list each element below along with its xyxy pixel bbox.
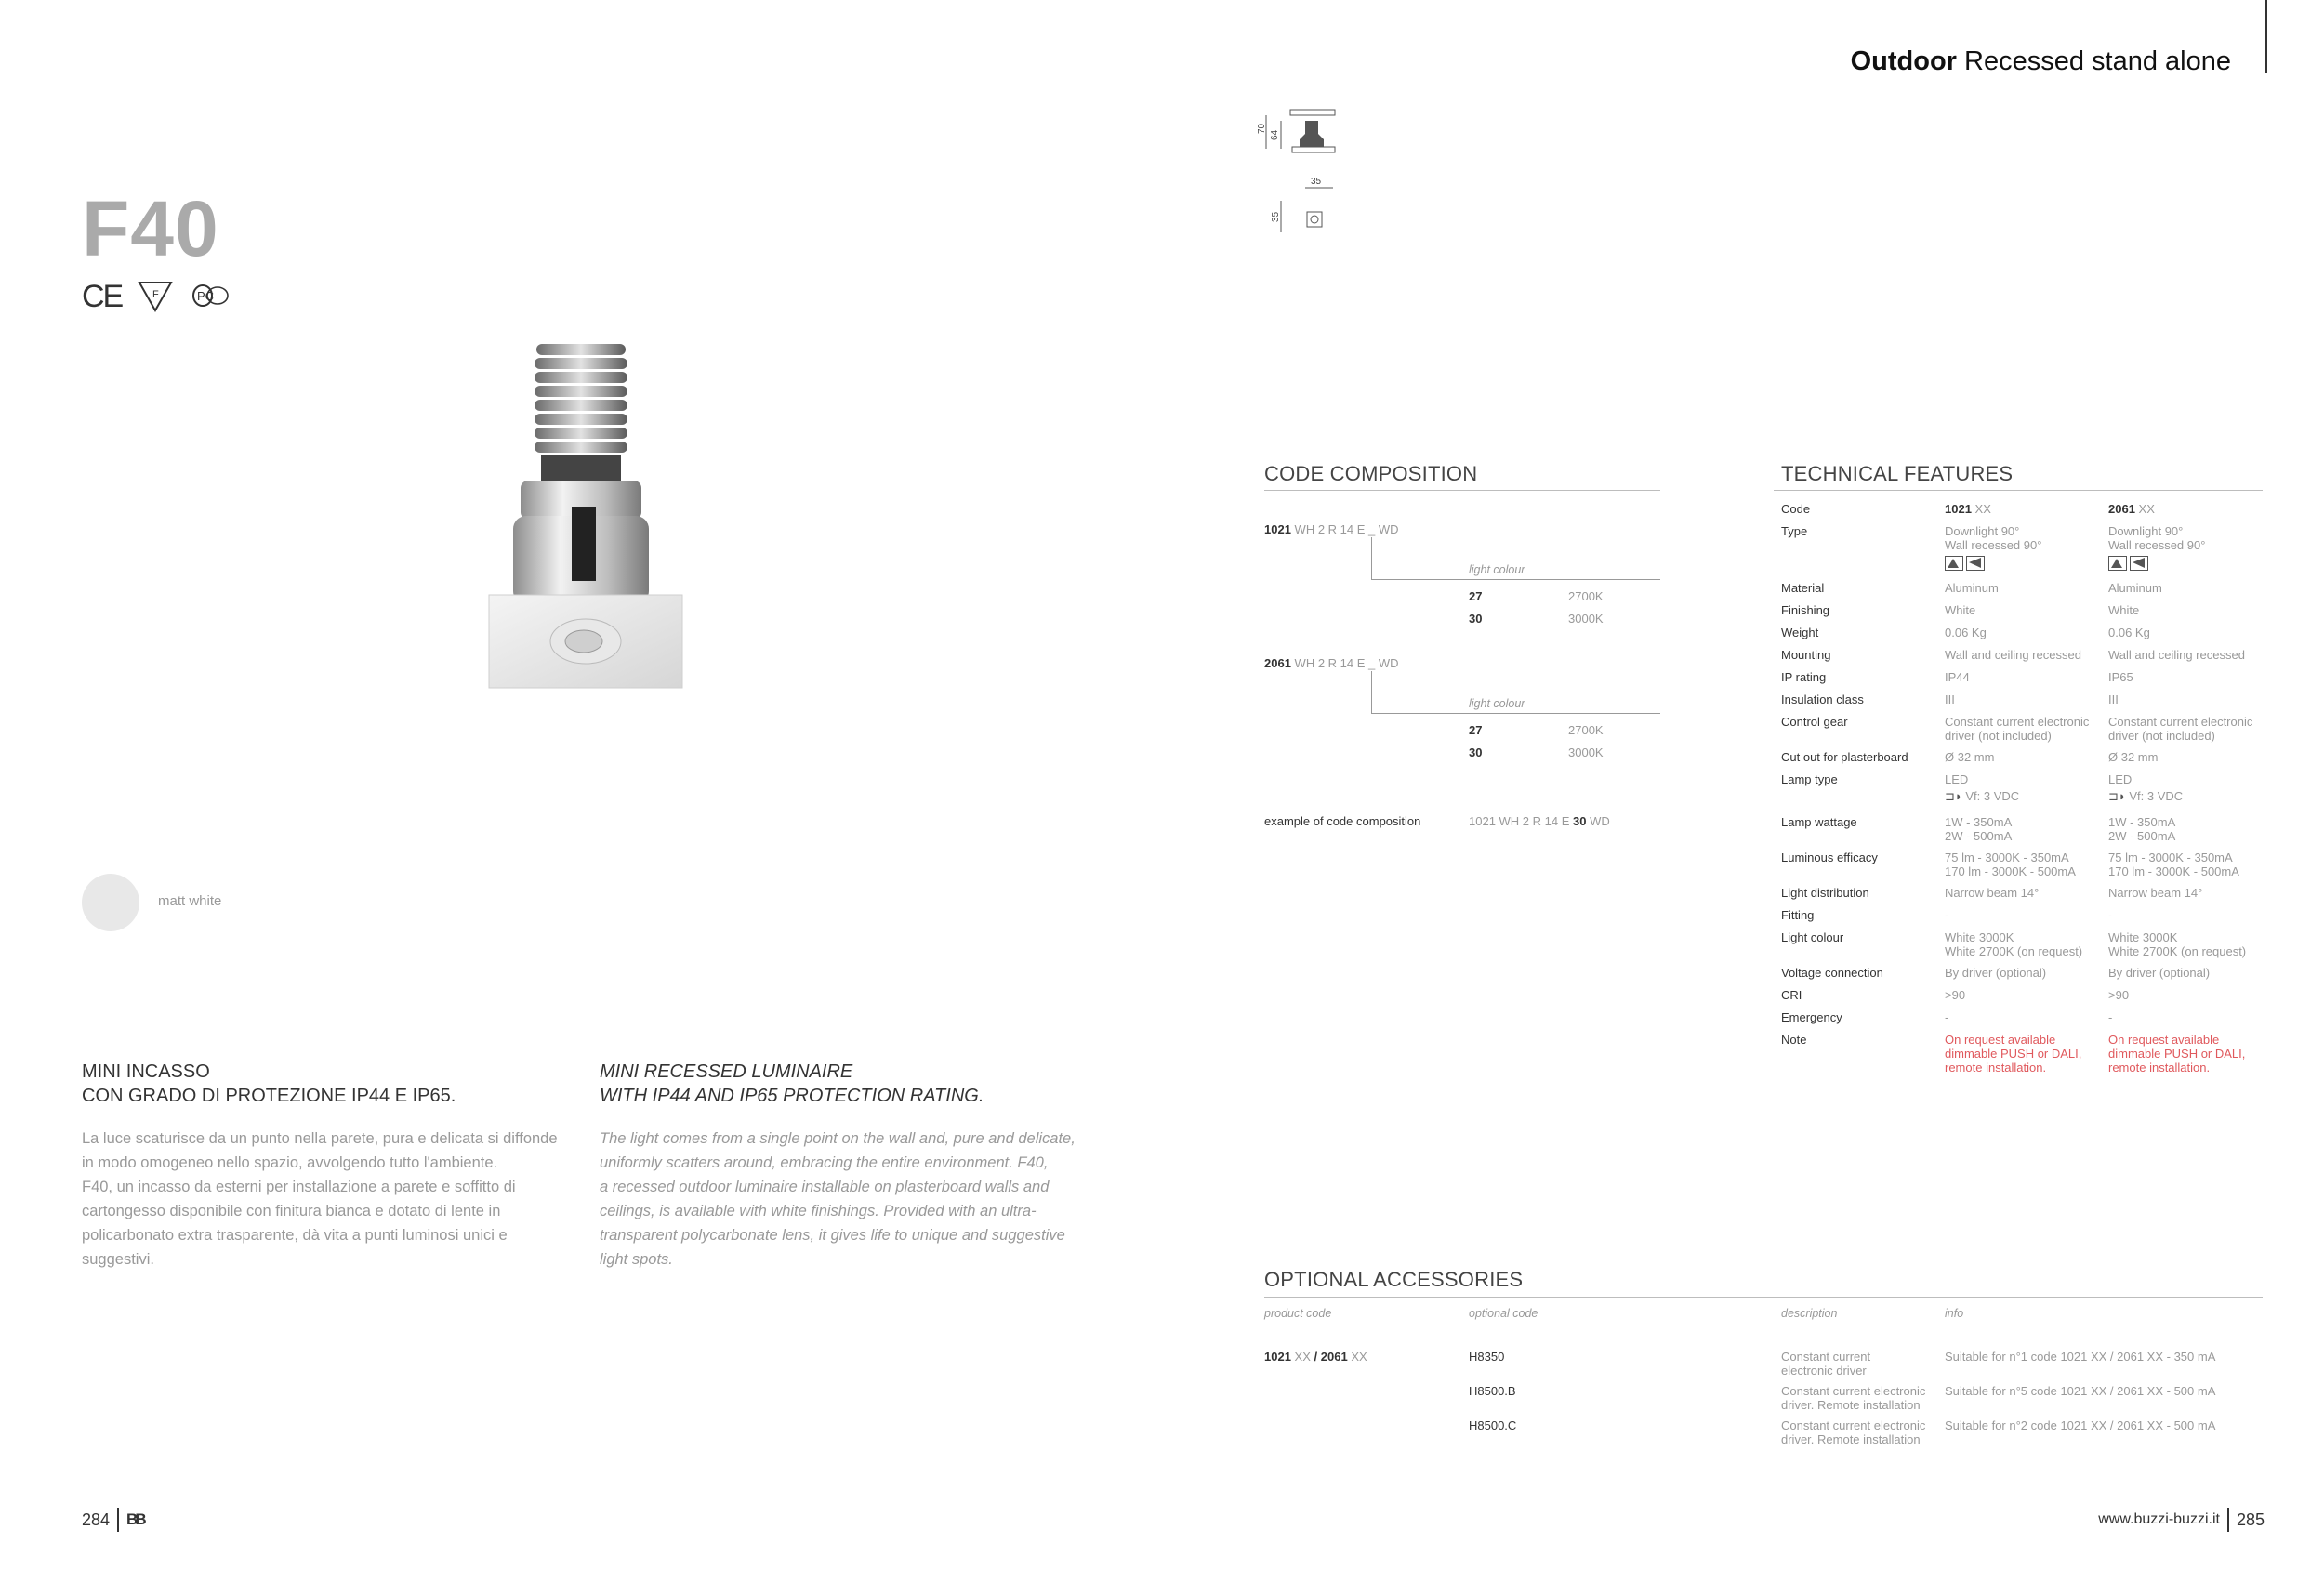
ce-mark-icon: CE	[82, 279, 123, 314]
tech-row-value-col1	[1945, 930, 2082, 958]
drawing-plate-side	[1292, 147, 1335, 152]
acc-desc-line: driver. Remote installation	[1781, 1398, 1921, 1412]
page-number-left: 284	[82, 1509, 111, 1529]
acc-row-code: H8500.B	[1469, 1384, 1516, 1398]
tech-value-vf: Vf: 3 VDC	[2129, 789, 2184, 803]
tech-row-value-col2: -	[2108, 1010, 2113, 1024]
tech-row-value-col2	[2108, 715, 2252, 743]
tech-value-line: LED	[1945, 772, 1969, 786]
tech-row-label: IP rating	[1781, 670, 1827, 684]
tech-row-value-col1: 0.06 Kg	[1945, 626, 1987, 639]
option-value: 3000K	[1568, 745, 1604, 759]
description-it	[82, 1060, 584, 1272]
brand-logo: BB	[126, 1510, 144, 1528]
acc-row-desc	[1781, 1418, 1925, 1446]
tech-value-line: remote installation.	[1945, 1061, 2047, 1074]
tech-row-value-col2: 0.06 Kg	[2108, 626, 2150, 639]
luminaire-neck	[541, 455, 621, 483]
option-value: 2700K	[1568, 589, 1604, 603]
acc-row-info: Suitable for n°2 code 1021 XX / 2061 XX - 500 mA	[1945, 1418, 2216, 1432]
tech-row-value-col2: By driver (optional)	[2108, 966, 2211, 980]
acc-row-desc	[1781, 1350, 1870, 1378]
tech-value-line: Wall recessed 90°	[1945, 538, 2042, 552]
tech-row-label: Mounting	[1781, 648, 1831, 662]
downlight-icon	[2108, 556, 2127, 571]
certifications	[82, 279, 240, 316]
technical-features-rule	[1774, 490, 2263, 491]
acc-code-sep: /	[1314, 1350, 1318, 1364]
drawing-profile	[1300, 121, 1324, 147]
tech-value-line: driver (not included)	[2108, 729, 2215, 743]
tech-row-label: Weight	[1781, 626, 1819, 639]
tech-value-line: Constant current electronic	[2108, 715, 2253, 729]
drawing-dim-35w: 35	[1311, 177, 1322, 187]
description-en-title-line2: WITH IP44 AND IP65 PROTECTION RATING.	[600, 1086, 984, 1106]
description-it-title-line1: MINI INCASSO	[82, 1061, 210, 1082]
code-composition-rule	[1264, 490, 1660, 491]
description-en-line: light spots.	[600, 1251, 673, 1268]
acc-code-2: 2061	[1320, 1350, 1348, 1364]
tech-value-line: 75 lm - 3000K - 350mA	[2108, 850, 2233, 864]
optional-accessories-title: OPTIONAL ACCESSORIES	[1264, 1268, 1524, 1291]
tech-row-value-col2	[2108, 524, 2205, 573]
tech-row-value-col2	[2108, 772, 2183, 803]
tech-row-value-col1: Aluminum	[1945, 581, 1999, 595]
tech-row-label: Control gear	[1781, 715, 1848, 729]
tech-value-line: 2W - 500mA	[2108, 829, 2176, 843]
tech-row-value-col2: -	[2108, 908, 2113, 922]
tech-value-line: White 2700K (on request)	[1945, 944, 2083, 958]
tech-header-col2	[2108, 502, 2155, 516]
tech-row-label: Voltage connection	[1781, 966, 1883, 980]
tech-value-line: White 2700K (on request)	[2108, 944, 2247, 958]
description-it-line: La luce scaturisce da un punto nella parete, pura e delicata si diffonde	[82, 1130, 558, 1147]
tech-value-line: Wall recessed 90°	[2108, 538, 2206, 552]
tech-row-value-col1: White	[1945, 603, 1976, 617]
tech-row-label: Light colour	[1781, 930, 1844, 944]
description-en	[600, 1060, 1120, 1272]
acc-desc-line: Constant current electronic	[1781, 1384, 1926, 1398]
description-en-line: The light comes from a single point on the wall and, pure and delicate,	[600, 1130, 1076, 1147]
description-it-title-line2: CON GRADO DI PROTEZIONE IP44 E IP65.	[82, 1086, 456, 1106]
tech-value-line: 170 lm - 3000K - 500mA	[2108, 864, 2239, 878]
category-rest: Recessed stand alone	[1964, 46, 2231, 76]
drawing-dim-35h: 35	[1271, 211, 1281, 222]
code-composition-title: CODE COMPOSITION	[1264, 462, 1478, 485]
tech-row-value-col1: IP44	[1945, 670, 1970, 684]
code-block-code: 2061	[1264, 656, 1291, 670]
tech-value-line-led	[1945, 789, 2019, 803]
luminaire-clip	[572, 507, 596, 581]
example-code-post: WD	[1586, 814, 1610, 828]
tech-row-label: Emergency	[1781, 1010, 1842, 1024]
tech-row-value-col2: Wall and ceiling recessed	[2108, 648, 2245, 662]
footer-divider-right	[2227, 1508, 2229, 1532]
description-it-body	[82, 1127, 584, 1272]
acc-header-info: info	[1945, 1307, 1964, 1320]
description-en-line: uniformly scatters around, embracing the entire environment. F40,	[600, 1154, 1049, 1171]
tech-value-line: Downlight 90°	[1945, 524, 2020, 538]
example-code-bold: 30	[1573, 814, 1587, 828]
category-bold: Outdoor	[1850, 46, 1957, 76]
acc-header-optional-code: optional code	[1469, 1307, 1538, 1320]
acc-code-2-suffix: XX	[1351, 1350, 1367, 1364]
code-block-subtitle: light colour	[1469, 697, 1525, 710]
footer-divider-left	[117, 1508, 119, 1532]
option-code: 27	[1469, 589, 1483, 603]
led-bulb-icon: ⊐◗	[1945, 789, 1962, 803]
tech-row-value-col1	[1945, 815, 2012, 843]
footer-left	[82, 1508, 144, 1532]
tech-value-line: dimmable PUSH or DALI,	[2108, 1047, 2246, 1061]
tech-row-value-col2: White	[2108, 603, 2140, 617]
tech-value-line: Downlight 90°	[2108, 524, 2184, 538]
acc-row-desc	[1781, 1384, 1925, 1412]
code-block-rest: WH 2 R 14 E _ WD	[1294, 522, 1399, 536]
acc-row-info: Suitable for n°1 code 1021 XX / 2061 XX - 350 mA	[1945, 1350, 2216, 1364]
acc-header-description: description	[1781, 1307, 1838, 1320]
tech-header-label: Code	[1781, 502, 1811, 516]
tech-col2-suffix: XX	[2138, 502, 2155, 516]
page-number-right: 285	[2236, 1509, 2265, 1529]
tech-row-value-col1	[1945, 524, 2041, 573]
technical-drawing	[1246, 102, 1357, 242]
type-icons	[2108, 556, 2205, 573]
acc-desc-line: Constant current electronic	[1781, 1418, 1926, 1432]
acc-row-code: H8500.C	[1469, 1418, 1517, 1432]
drawing-dim-70: 70	[1257, 123, 1267, 134]
code-block-code: 1021	[1264, 522, 1291, 536]
tech-row-label: Lamp type	[1781, 772, 1838, 786]
footer-right	[2098, 1508, 2265, 1532]
acc-code-1: 1021	[1264, 1350, 1291, 1364]
wall-recessed-icon	[1966, 556, 1985, 571]
tech-value-line: On request available	[2108, 1033, 2220, 1047]
code-block-rest: WH 2 R 14 E _ WD	[1294, 656, 1399, 670]
tech-row-label: CRI	[1781, 988, 1802, 1002]
tech-row-value-col1: Ø 32 mm	[1945, 750, 1995, 764]
tech-row-value-col2	[2108, 815, 2175, 843]
tech-row-value-col2	[2108, 850, 2239, 878]
header-category	[1851, 46, 2231, 77]
acc-code-1-suffix: XX	[1294, 1350, 1311, 1364]
acc-desc-line: electronic driver	[1781, 1364, 1867, 1378]
acc-row-info: Suitable for n°5 code 1021 XX / 2061 XX - 500 mA	[1945, 1384, 2216, 1398]
tech-col1-suffix: XX	[1974, 502, 1991, 516]
acc-header-product-code: product code	[1264, 1307, 1332, 1320]
tech-value-line: On request available	[1945, 1033, 2056, 1047]
tech-value-line: remote installation.	[2108, 1061, 2211, 1074]
description-it-line: in modo omogeneo nello spazio, avvolgendo tutto l'ambiente.	[82, 1154, 498, 1171]
description-en-line: transparent polycarbonate lens, it gives life to unique and suggestive	[600, 1227, 1065, 1244]
drawing-ceiling	[1290, 110, 1335, 115]
drawing-dim-64: 64	[1270, 129, 1280, 140]
code-block-2061	[1264, 656, 1399, 670]
tech-row-value-col1: Wall and ceiling recessed	[1945, 648, 2081, 662]
downlight-icon	[1945, 556, 1963, 571]
tech-row-value-col1: >90	[1945, 988, 1966, 1002]
example-label: example of code composition	[1264, 814, 1421, 828]
pc-mark-text: PC	[197, 289, 215, 303]
tech-row-label: Type	[1781, 524, 1808, 538]
tech-row-value-col1: -	[1945, 1010, 1949, 1024]
finish-swatch	[82, 874, 139, 931]
tech-row-label: Fitting	[1781, 908, 1815, 922]
description-it-title	[82, 1060, 584, 1108]
tech-value-line: 1W - 350mA	[1945, 815, 2013, 829]
tech-row-value-col1: III	[1945, 692, 1955, 706]
option-code: 27	[1469, 723, 1483, 737]
description-en-line: a recessed outdoor luminaire installable on plasterboard walls and	[600, 1179, 1050, 1195]
tech-row-value-col2: Aluminum	[2108, 581, 2162, 595]
optional-accessories-rule	[1264, 1297, 2263, 1298]
finish-label: matt white	[158, 893, 222, 909]
acc-product-code	[1264, 1350, 1367, 1364]
example-code	[1469, 814, 1610, 828]
tech-col1-code: 1021	[1945, 502, 1972, 516]
led-bulb-icon: ⊐◗	[2108, 789, 2126, 803]
code-block-1021	[1264, 522, 1399, 536]
header-divider	[2265, 0, 2267, 73]
tech-row-label: Note	[1781, 1033, 1807, 1047]
tech-value-line: driver (not included)	[1945, 729, 2052, 743]
tech-value-line: dimmable PUSH or DALI,	[1945, 1047, 2082, 1061]
product-name: F40	[82, 185, 219, 272]
description-en-line: ceilings, is available with white finishings. Provided with an ultra-	[600, 1203, 1037, 1219]
option-value: 2700K	[1568, 723, 1604, 737]
product-photo	[483, 339, 688, 692]
tech-row-value-col1: -	[1945, 908, 1949, 922]
description-it-line: F40, un incasso da esterni per installazione a parete e soffitto di	[82, 1179, 516, 1195]
tech-value-line-led	[2108, 789, 2183, 803]
drawing-front-square	[1307, 212, 1322, 227]
option-value: 3000K	[1568, 612, 1604, 626]
tech-row-note-col1	[1945, 1033, 2081, 1074]
acc-row-code: H8350	[1469, 1350, 1505, 1364]
tech-row-value-col1	[1945, 772, 2019, 803]
acc-desc-line: driver. Remote installation	[1781, 1432, 1921, 1446]
description-en-title-line1: MINI RECESSED LUMINAIRE	[600, 1061, 853, 1082]
tech-value-line: LED	[2108, 772, 2133, 786]
tech-row-value-col1: Narrow beam 14°	[1945, 886, 2040, 900]
tech-header-col1	[1945, 502, 1991, 516]
type-icons	[1945, 556, 2041, 573]
tech-row-value-col1	[1945, 850, 2076, 878]
tech-row-note-col2	[2108, 1033, 2245, 1074]
description-en-body	[600, 1127, 1120, 1272]
technical-features-title: TECHNICAL FEATURES	[1781, 462, 2014, 485]
option-code: 30	[1469, 745, 1483, 759]
description-it-line: cartongesso disponibile con finitura bianca e dotato di lente in	[82, 1203, 501, 1219]
tech-row-label: Material	[1781, 581, 1825, 595]
tech-row-label: Lamp wattage	[1781, 815, 1857, 829]
wall-recessed-icon	[2130, 556, 2148, 571]
tech-row-label: Finishing	[1781, 603, 1830, 617]
tech-row-label: Light distribution	[1781, 886, 1869, 900]
tech-value-line: White 3000K	[2108, 930, 2178, 944]
tech-row-value-col2: Narrow beam 14°	[2108, 886, 2203, 900]
tech-row-value-col1: By driver (optional)	[1945, 966, 2047, 980]
description-it-line: policarbonato extra trasparente, dà vita a punti luminosi unici e	[82, 1227, 508, 1244]
acc-desc-line: Constant current	[1781, 1350, 1871, 1364]
tech-value-line: Constant current electronic	[1945, 715, 2090, 729]
f-mark-icon	[138, 281, 173, 312]
tech-col2-code: 2061	[2108, 502, 2135, 516]
tech-row-value-col2: IP65	[2108, 670, 2133, 684]
tech-row-label: Luminous efficacy	[1781, 850, 1878, 864]
tech-row-value-col2: >90	[2108, 988, 2130, 1002]
tech-value-line: 1W - 350mA	[2108, 815, 2176, 829]
tech-value-line: 75 lm - 3000K - 350mA	[1945, 850, 2069, 864]
luminaire-led	[565, 630, 602, 653]
tech-row-value-col2	[2108, 930, 2246, 958]
code-block-subtitle: light colour	[1469, 563, 1525, 576]
tech-row-value-col2: III	[2108, 692, 2119, 706]
tech-row-value-col1	[1945, 715, 2089, 743]
tech-value-line: White 3000K	[1945, 930, 2014, 944]
option-code: 30	[1469, 612, 1483, 626]
example-code-pre: 1021 WH 2 R 14 E	[1469, 814, 1573, 828]
pc-mark-icon	[191, 283, 231, 309]
tech-value-line: 2W - 500mA	[1945, 829, 2013, 843]
tech-row-label: Insulation class	[1781, 692, 1864, 706]
tech-value-vf: Vf: 3 VDC	[1965, 789, 2020, 803]
description-en-title	[600, 1060, 1120, 1108]
heatsink-fins	[535, 344, 627, 453]
website-link[interactable]: www.buzzi-buzzi.it	[2098, 1511, 2220, 1527]
tech-row-value-col2: Ø 32 mm	[2108, 750, 2159, 764]
f-mark-text: F	[152, 289, 159, 300]
description-it-line: suggestivi.	[82, 1251, 154, 1268]
tech-row-label: Cut out for plasterboard	[1781, 750, 1908, 764]
tech-value-line: 170 lm - 3000K - 500mA	[1945, 864, 2076, 878]
